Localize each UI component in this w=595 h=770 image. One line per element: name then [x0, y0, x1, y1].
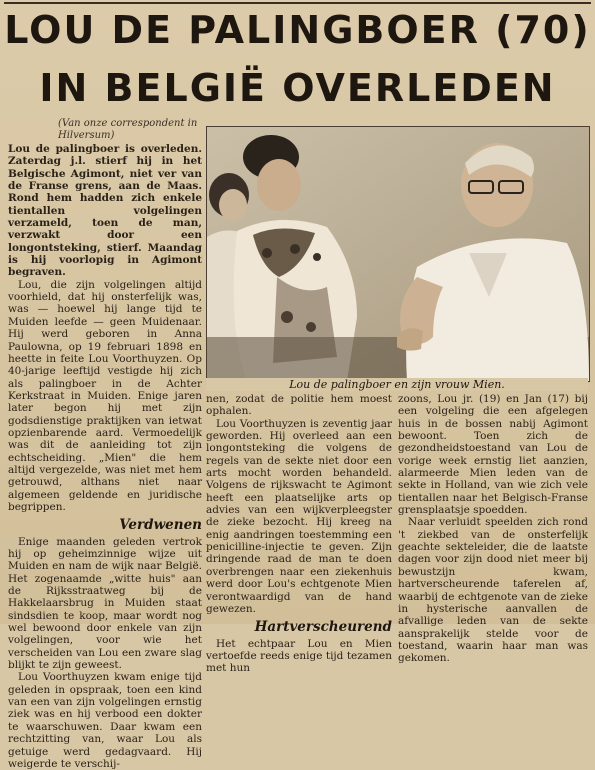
paragraph: Lou Voorthuyzen kwam enige tijd geleden in opspraak, toen een kind van een van zijn volgelingen ernstig ziek was en hij verbood een dokter te waarschuwen. Daar kwam een rechtzitting van, waar Lou als getuige werd gedagvaard. Hij weigerde te verschij- [8, 671, 202, 770]
paragraph: Lou, die zijn volgelingen altijd voorhield, dat hij onsterfelijk was, was — hoewel hij lange tijd te Muiden leefde — geen Muidenaar. Hij werd geboren in Anna Paulowna, op 19 februari 1898 en heette in feite Lou Voorthuyzen. Op 40-jarige leeftijd vestigde hij zich als palingboer in de Achter Kerkstraat in Muiden. Enige jaren later begon hij met zijn godsdienstige praktijken van ietwat opzienbarende aard. Vermoedelijk was dit de aanleiding tot zijn echtscheiding. „Mien" die hem altijd vergezelde, was niet met hem getrouwd, althans niet naar algemeen geldende en juridische begrippen. [8, 278, 202, 513]
photo-image [207, 127, 589, 381]
paragraph: nen, zodat de politie hem moest ophalen. [206, 393, 392, 418]
paragraph: Het echtpaar Lou en Mien vertoefde reeds enige tijd tezamen met hun [206, 637, 392, 675]
photo-caption: Lou de palingboer en zijn vrouw Mien. [206, 378, 588, 391]
column-1-top [8, 143, 202, 770]
byline: (Van onze correspondent in Hilversum) [58, 118, 198, 141]
paragraph: zoons, Lou jr. (19) en Jan (17) bij een volgeling die een afgelegen huis in de bossen nabij Agimont bewoont. Toen zich de gezondheidstoestand van Lou de vorige week ernstig liet aanzien, alarmeerde Mien leden van de sekte in Holland, van wie zich vele tientallen naar het Belgisch-Franse grensplaatsje spoedden. [398, 393, 588, 517]
paragraph: Naar verluidt speelden zich rond 't ziekbed van de onsterfelijk geachte sekteleider, die de laatste dagen voor zijn dood niet meer bij bewustzijn kwam, hartverscheurende taferelen af, waarbij de echtgenote van de zieke in hysterische aanvallen de afvallige leden van de sekte aansprakelijk stelde voor de toestand, waarin haar man was gekomen. [398, 516, 588, 665]
headline-line-2: IN BELGIË OVERLEDEN [39, 66, 556, 110]
paragraph: Lou Voorthuyzen is zeventig jaar geworden. Hij overleed aan een longontsteking die volgens de regels van de sekte niet door een arts mocht worden behandeld. Volgens de rijkswacht te Agimont heeft een plaatselijke arts op advies van een wijkverpleegster de zieke bezocht. Hij kreeg na enig aandringen toestemming een penicilline-injectie te geven. Zijn dringende raad de man te doen overbrengen naar een ziekenhuis werd door Lou's echtgenote Mien verontwaardigd van de hand gewezen. [206, 417, 392, 615]
subheading-hartverscheurend: Hartverscheurend [254, 619, 392, 636]
column-3 [398, 393, 588, 665]
column-2 [206, 393, 392, 675]
lead-paragraph: Lou de palingboer is overleden. Zaterdag j.l. stierf hij in het Belgische Agimont, niet ver van de Franse grens, aan de Maas. Rond hem hadden zich enkele tientallen volgelingen verzameld, toen de man, verzwakt door een longontsteking, stierf. Maandag is hij voorlopig in Agimont begraven. [8, 143, 202, 279]
paragraph: Enige maanden geleden vertrok hij op geheimzinnige wijze uit Muiden en nam de wijk naar België. Het zogenaamde „witte huis" aan de Rijksstraatweg bij de Hakkelaarsbrug in Muiden staat sindsdien te koop, maar wordt nog wel bewoond door enkele van zijn volgelingen, voor wie het verscheiden van Lou een zware slag blijkt te zijn geweest. [8, 535, 202, 672]
subheading-verdwenen: Verdwenen [119, 517, 202, 534]
headline-line-1: LOU DE PALINGBOER (70) [4, 8, 591, 52]
photo-lou-and-mien [206, 126, 590, 382]
top-rule [4, 2, 591, 4]
